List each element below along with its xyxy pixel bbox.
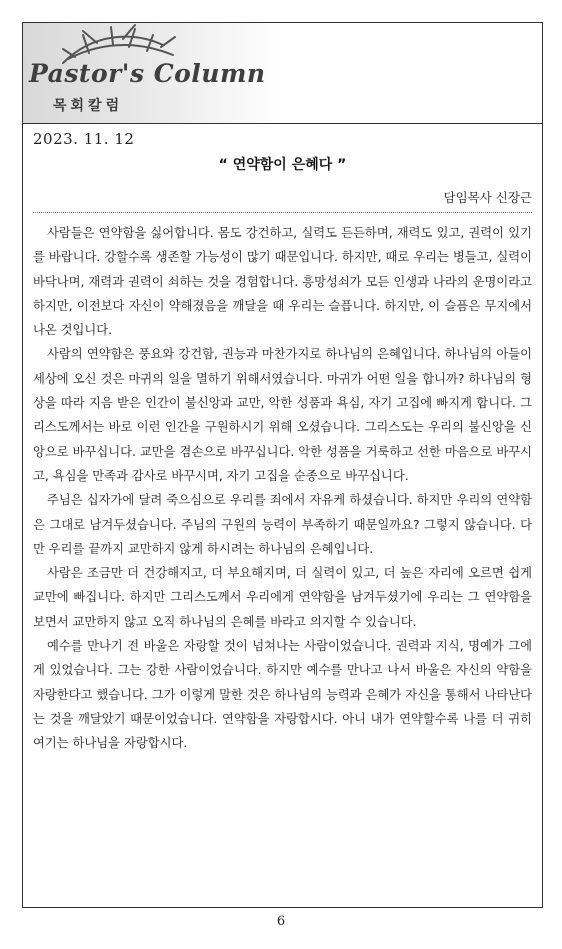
crown-of-thorns-icon [23,23,283,123]
column-title: “ 연약함이 은혜다 ” [218,157,347,173]
page-number: 6 [276,914,286,929]
column-content [33,221,532,756]
column-header [23,23,542,124]
column-date: 2023. 11. 12 [33,130,135,148]
paragraph: 주님은 십자가에 달려 죽으심으로 우리를 죄에서 자유케 하셨습니다. 하지만 우리의 연약함은 그대로 남겨두셨습니다. 주님의 구원의 능력이 부족하기 때문일까요? 그렇지 않습니다. 다만 우리를 끝까지 교만하지 않게 하시려는 하나님의 은혜입니다. [33,493,532,556]
column-frame [22,22,543,908]
paragraph: 예수를 만나기 전 바울은 자랑할 것이 넘쳐나는 사람이었습니다. 권력과 지식, 명예가 그에게 있었습니다. 그는 강한 사람이었습니다. 하지만 예수를 만나고 나서 바울은 자신의 약함을 자랑한다고 했습니다. 그가 이렇게 말한 것은 하나님의 능력과 은혜가 자신을 통해서 나타난다는 것을 깨달았기 때문이었습니다. 연약함을 자랑합시다. 아니 내가 연약할수록 나를 더 귀히 여기는 하나님을 자랑합시다. [33,639,532,751]
paragraph: 사람들은 연약함을 싫어합니다. 몸도 강건하고, 실력도 든든하며, 재력도 있고, 권력이 있기를 바랍니다. 강할수록 생존할 가능성이 많기 때문입니다. 하지만, 때로 우리는 병들고, 실력이 바닥나며, 재력과 권력이 쇠하는 것을 경험합니다. 흥망성쇠가 모든 인생과 나라의 운명이라고 하지만, 이전보다 자신이 약해졌음을 깨달을 때 우리는 슬픕니다. 하지만, 이 슬픔은 무지에서 나온 것입니다. [33,226,532,338]
brand-title-korean: 목회칼럼 [53,98,124,114]
column-author: 담임목사 신장근 [33,188,532,213]
brand-title-english: Pastor's Column [29,59,266,88]
column-body [23,130,542,756]
paragraph: 사람은 조금만 더 건강해지고, 더 부요해지며, 더 실력이 있고, 더 높은 자리에 오르면 쉽게 교만에 빠집니다. 하지만 그리스도께서 우리에게 연약함을 남겨두셨기에 우리는 그 연약함을 보면서 교만하지 않고 오직 하나님의 은혜를 바라고 의지할 수 있습니다. [33,566,532,629]
paragraph: 사람의 연약함은 풍요와 강건함, 권능과 마찬가지로 하나님의 은혜입니다. 하나님의 아들이 세상에 오신 것은 마귀의 일을 멸하기 위해서였습니다. 마귀가 어떤 일을 합니까? 하나님의 형상을 따라 지음 받은 인간이 불신앙과 교만, 악한 성품과 욕심, 자기 고집에 빠지게 합니다. 그리스도께서는 바로 이런 인간을 구원하시기 위해 오셨습니다. 그리스도는 우리의 불신앙을 신앙으로 바꾸십니다. 교만을 겸손으로 바꾸십니다. 악한 성품을 거룩하고 선한 마음으로 바꾸시고, 욕심을 만족과 감사로 바꾸시며, 자기 고집을 순종으로 바꾸십니다. [33,347,532,483]
